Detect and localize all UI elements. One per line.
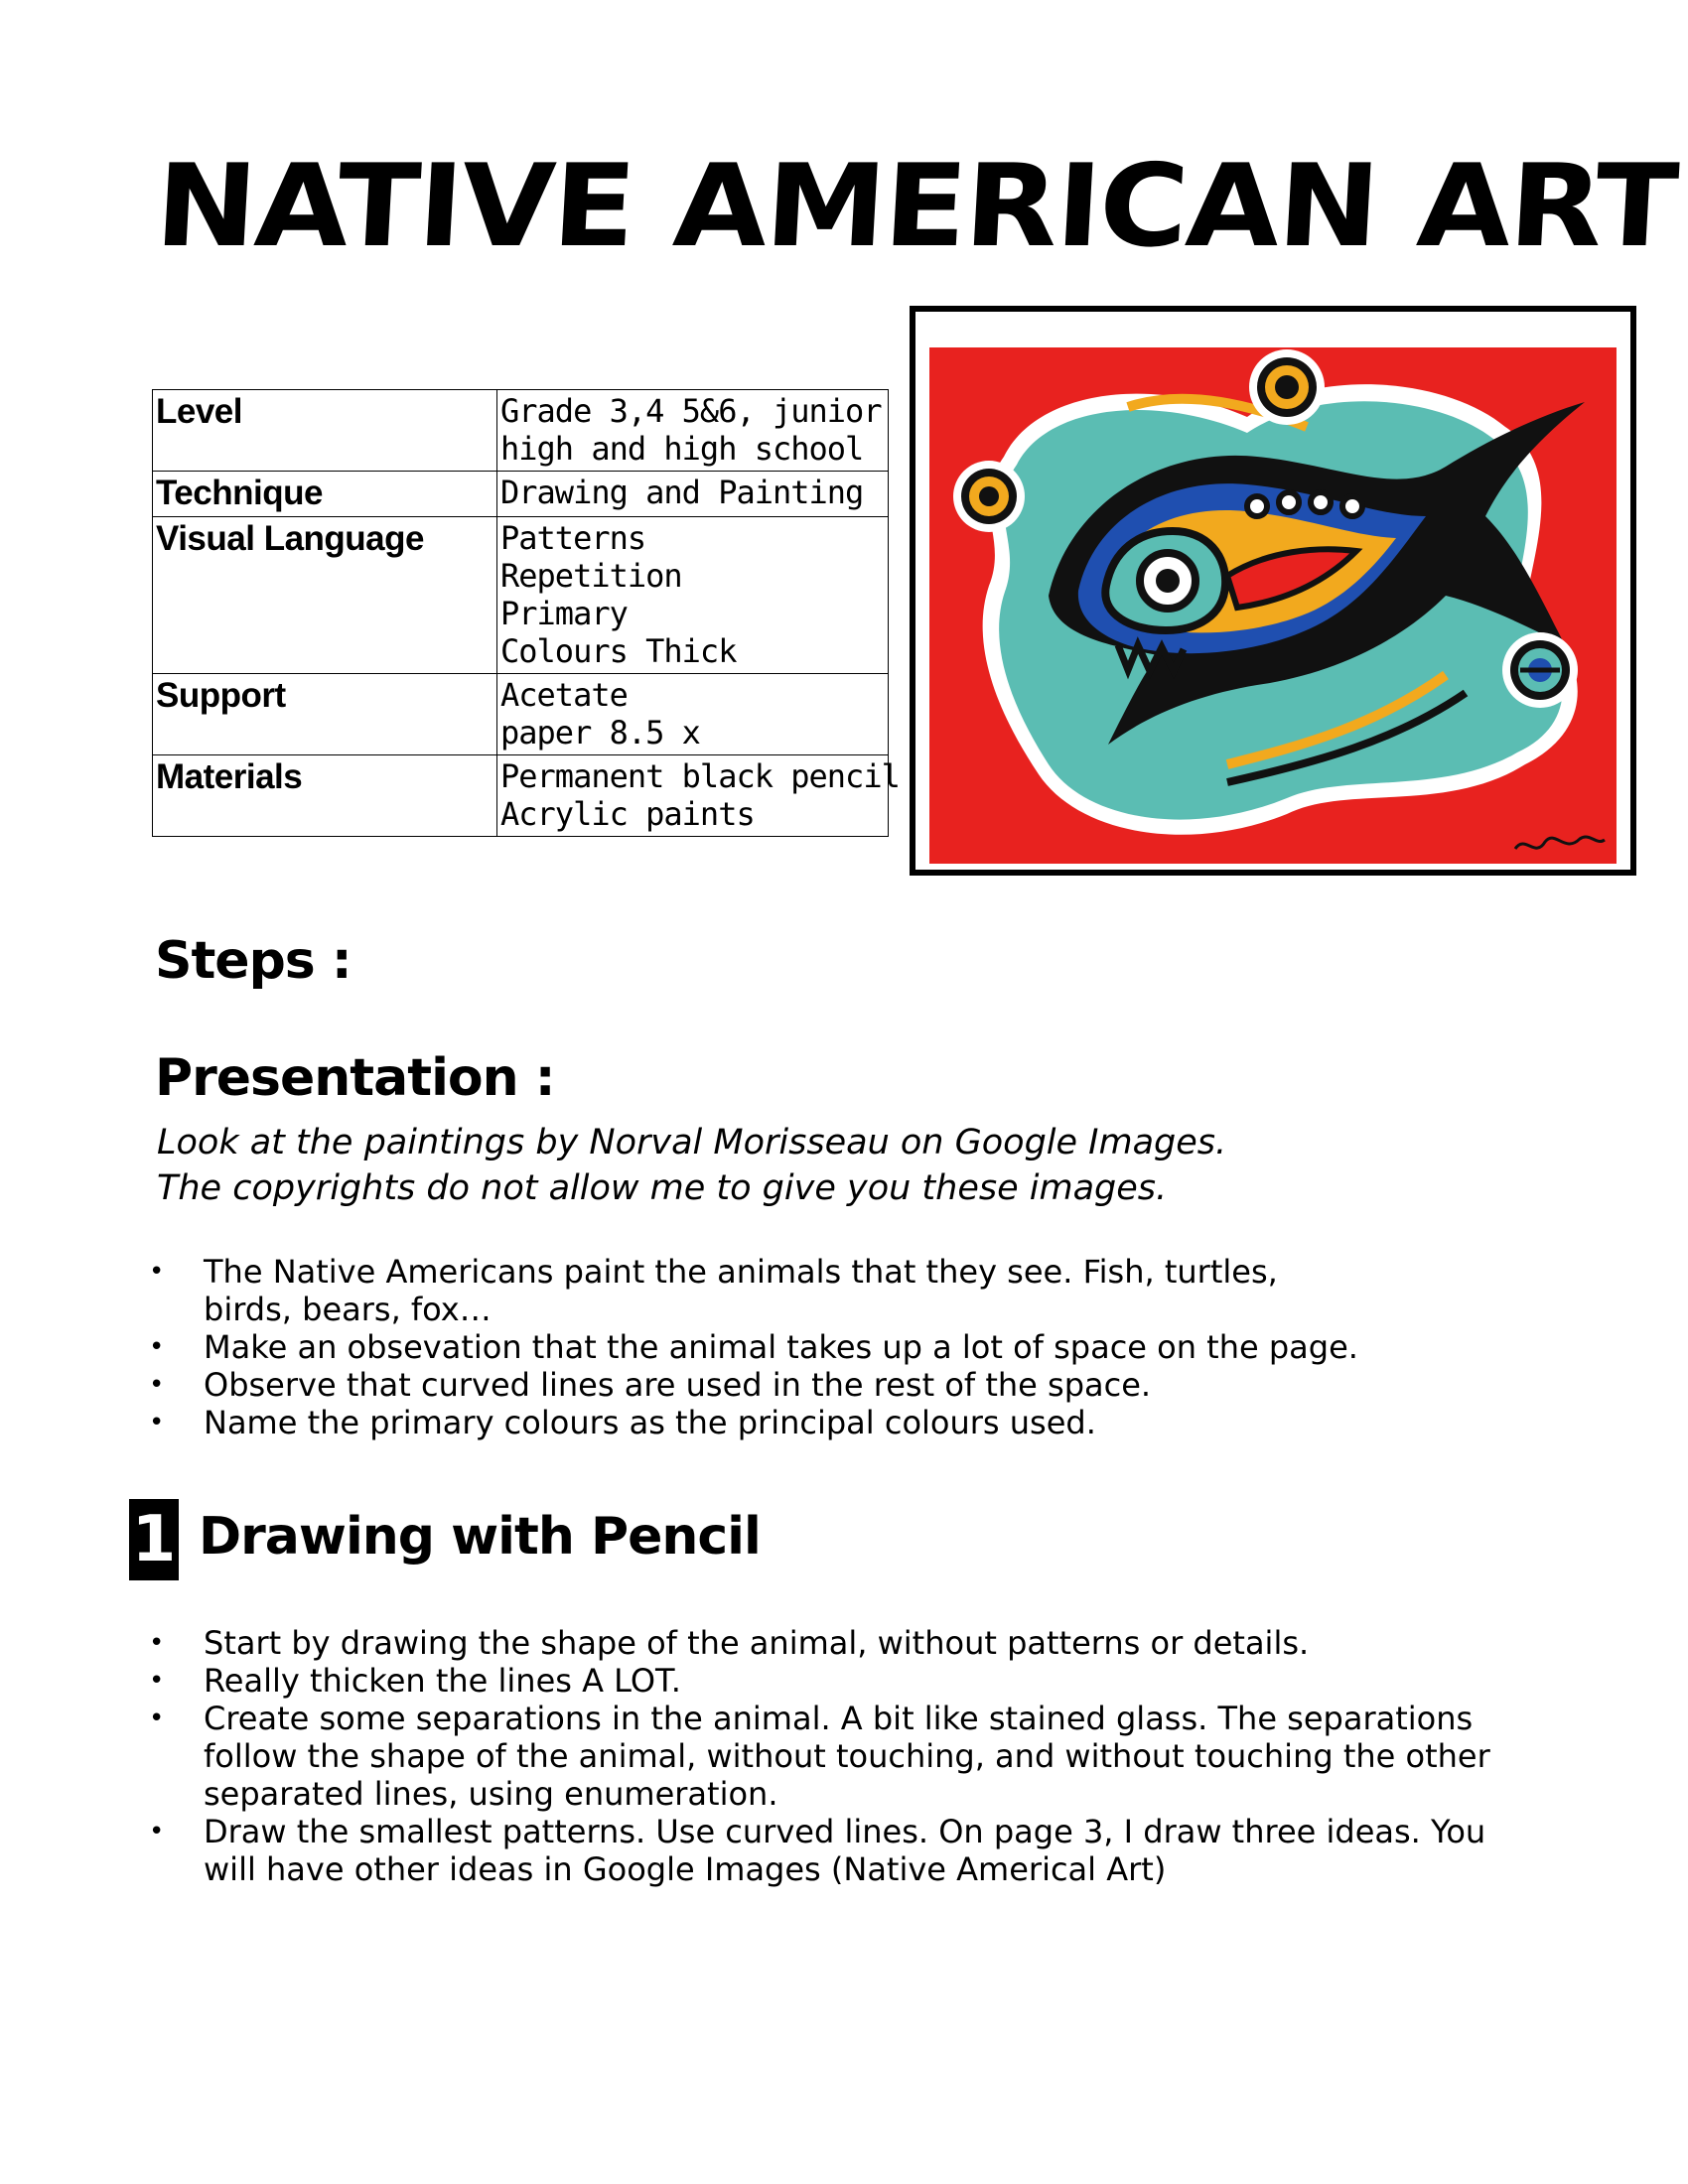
circle-symbol-top: [1249, 349, 1325, 425]
fish-painting: [910, 306, 1636, 876]
bullet-icon: •: [149, 1704, 165, 1733]
steps-heading: Steps :: [155, 931, 352, 991]
drawing-bullet-list: [0, 1624, 1514, 1888]
list-item-text: The Native Americans paint the animals that they see. Fish, turtles, birds, bears, fox…: [204, 1253, 1278, 1328]
page-title: NATIVE AMERICAN ART: [152, 139, 1680, 273]
bullet-icon: •: [149, 1628, 165, 1658]
list-item-text: Draw the smallest patterns. Use curved lines. On page 3, I draw three ideas. You will have other ideas in Google Images (Native Americal Art): [204, 1813, 1486, 1888]
presentation-heading: Presentation :: [155, 1048, 555, 1108]
bullet-icon: •: [149, 1408, 165, 1437]
value-line: Drawing and Painting: [500, 474, 864, 511]
visual-language-label: Visual Language: [153, 517, 497, 674]
list-item: [0, 1328, 1514, 1366]
info-table: [152, 389, 900, 837]
value-line: Grade 3,4 5&6, junior: [500, 392, 882, 430]
circle-symbol-right: [1502, 632, 1578, 708]
value-line: Patterns: [500, 519, 646, 557]
fish-dot: [1311, 492, 1331, 512]
fish-eye-inner: [1156, 569, 1180, 593]
fish-dot: [1279, 492, 1299, 512]
bullet-icon: •: [149, 1817, 165, 1846]
presentation-bullet-list: [0, 1253, 1514, 1441]
list-item-text: Start by drawing the shape of the animal, without patterns or details.: [204, 1624, 1310, 1662]
fish-dot: [1247, 496, 1267, 516]
list-item: [0, 1624, 1514, 1662]
fish-painting-svg: [929, 347, 1617, 864]
level-label: Level: [153, 390, 497, 472]
support-label: Support: [153, 674, 497, 755]
list-item-text: Observe that curved lines are used in the rest of the space.: [204, 1366, 1152, 1404]
bullet-icon: •: [149, 1666, 165, 1696]
list-item-text: Make an obsevation that the animal takes up a lot of space on the page.: [204, 1328, 1358, 1366]
table-row-technique: [153, 472, 889, 517]
list-item: [0, 1813, 1514, 1888]
list-item: [0, 1253, 1514, 1328]
level-value: [497, 390, 889, 472]
list-item-text: Create some separations in the animal. A bit like stained glass. The separations follow the shape of the animal, without touching, and without touching the other separated lines, using enumeration.: [204, 1700, 1490, 1813]
materials-label: Materials: [153, 755, 497, 837]
list-item: [0, 1662, 1514, 1700]
table-row-materials: [153, 755, 889, 837]
value-line: Primary: [500, 595, 628, 632]
presentation-line: Look at the paintings by Norval Morisseau on Google Images.: [157, 1123, 1227, 1162]
list-item: [0, 1366, 1514, 1404]
bullet-icon: •: [149, 1370, 165, 1400]
visual-language-value: [497, 517, 889, 674]
list-item: [0, 1404, 1514, 1441]
support-value: [497, 674, 889, 755]
table-row-level: [153, 390, 889, 472]
presentation-line: The copyrights do not allow me to give you these images.: [157, 1168, 1168, 1208]
technique-value: [497, 472, 889, 517]
bullet-icon: •: [149, 1332, 165, 1362]
bullet-icon: •: [149, 1257, 165, 1287]
step-number-badge: 1: [129, 1499, 179, 1580]
list-item-text: Really thicken the lines A LOT.: [204, 1662, 681, 1700]
value-line: Permanent black pencil: [500, 757, 900, 795]
list-item-text: Name the primary colours as the principal colours used.: [204, 1404, 1096, 1441]
materials-value: [497, 755, 900, 837]
value-line: Acetate: [500, 676, 628, 714]
table-row-support: [153, 674, 889, 755]
value-line: Acrylic paints: [500, 795, 755, 833]
list-item: [0, 1700, 1514, 1813]
value-line: Colours Thick: [500, 632, 737, 670]
section-heading-drawing: Drawing with Pencil: [199, 1507, 761, 1567]
value-line: paper 8.5 x: [500, 714, 700, 751]
fish-dot: [1342, 496, 1362, 516]
value-line: high and high school: [500, 430, 864, 468]
value-line: Repetition: [500, 557, 682, 595]
circle-symbol-left: [953, 461, 1025, 532]
table-row-visual-language: [153, 517, 889, 674]
technique-label: Technique: [153, 472, 497, 517]
